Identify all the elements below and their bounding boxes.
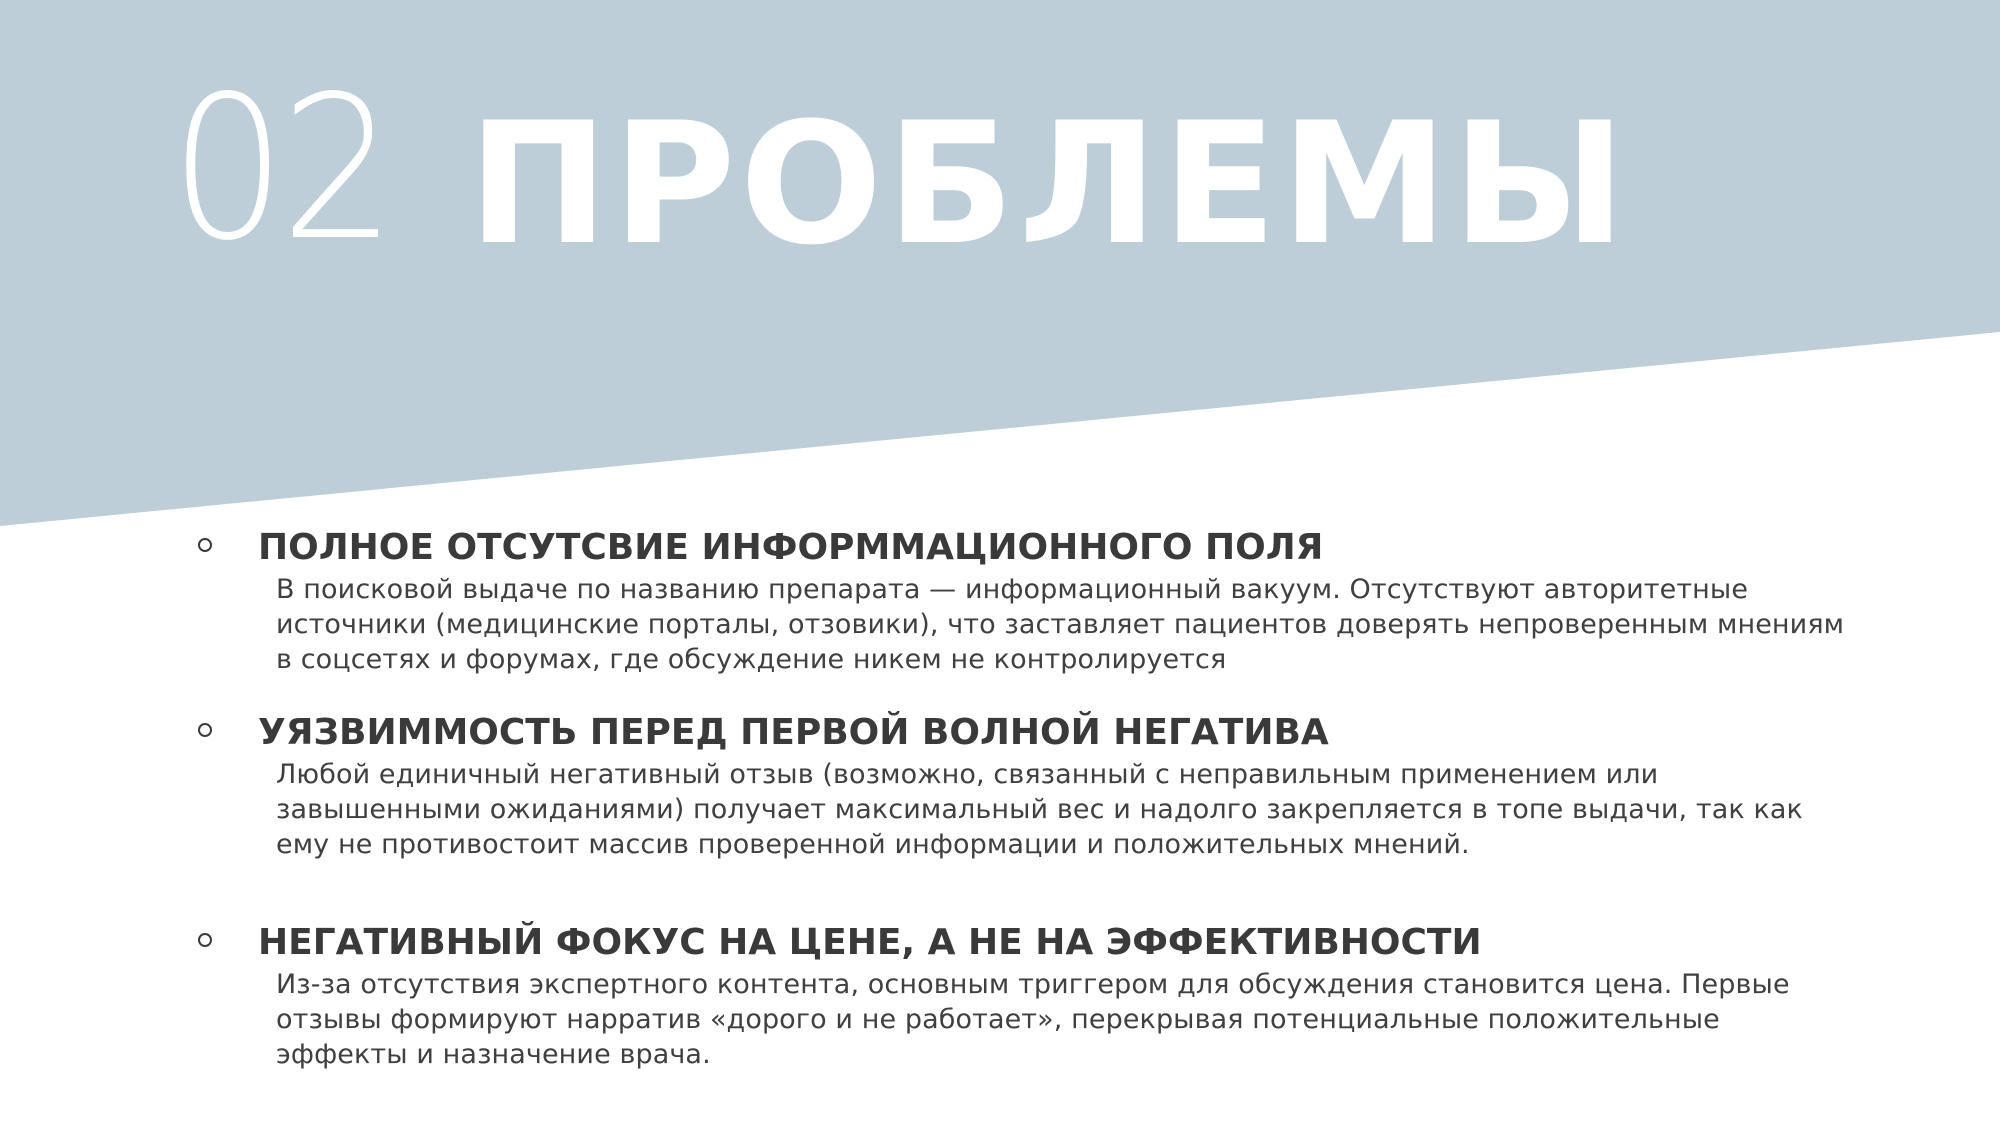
section-title: ПРОБЛЕМЫ [467,86,1631,282]
problem-description: Из-за отсутствия экспертного контента, основным триггером для обсуждения становится цена. Первые отзывы формируют нарратив «дорого и не работает», перекрывая потенциальные положительные эффекты и назначение врача. [276,969,1790,1070]
problem-description: Любой единичный негативный отзыв (возможно, связанный с неправильным применением или завышенными ожиданиями) получает максимальный вес и надолго закрепляется в топе выдачи, так как ему не противостоит массив проверенной информации и положительных мнений. [276,759,1803,860]
problem-heading: УЯЗВИММОСТЬ ПЕРЕД ПЕРВОЙ ВОЛНОЙ НЕГАТИВА [258,712,1329,753]
slide-title [170,53,1631,284]
bullet-circle-icon [198,538,212,552]
problem-description: В поисковой выдаче по названию препарата — информационный вакуум. Отсутствуют авторитетные источники (медицинские порталы, отзовики), что заставляет пациентов доверять непроверенным мнениям в соцсетях и форумах, где обсуждение никем не контролируется [276,574,1845,675]
bullet-circle-icon [198,933,212,947]
problem-heading: ПОЛНОЕ ОТСУТСВИЕ ИНФОРММАЦИОННОГО ПОЛЯ [258,527,1324,568]
bullet-circle-icon [198,723,212,737]
section-number: 02 [170,53,391,284]
problem-heading: НЕГАТИВНЫЙ ФОКУС НА ЦЕНЕ, А НЕ НА ЭФФЕКТИВНОСТИ [258,922,1482,963]
